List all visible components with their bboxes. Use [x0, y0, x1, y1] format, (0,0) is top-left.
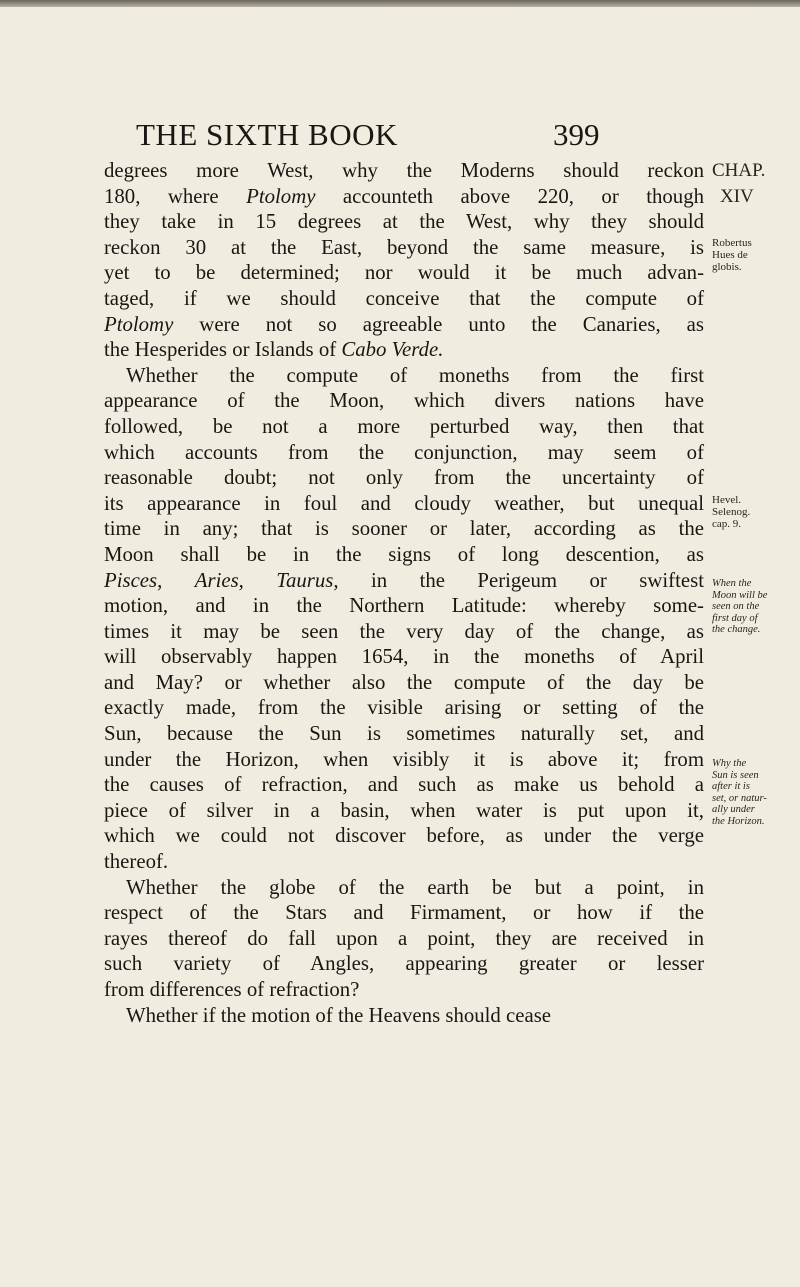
text-line: taged, if we should conceive that the compute of [104, 286, 704, 310]
text-line: they take in 15 degrees at the West, why they should [104, 210, 704, 234]
text-line: its appearance in foul and cloudy weather, but unequal [104, 491, 704, 515]
margin-chapter [712, 158, 800, 209]
margin-note-sun [712, 758, 800, 827]
text-line: Whether if the motion of the Heavens should cease [126, 1003, 552, 1027]
italic-term: Aries [194, 568, 239, 592]
margin-note-hevel [712, 494, 800, 530]
italic-term: Ptolomy [104, 312, 174, 336]
margin-note-line: Why the [712, 758, 747, 769]
page-top-edge [0, 0, 800, 7]
text-line: reasonable doubt; not only from the uncertainty of [104, 466, 704, 490]
margin-note-line: Hevel. [712, 494, 742, 506]
margin-chap-number: XIV [720, 185, 754, 207]
running-title: THE SIXTH BOOK [136, 117, 398, 152]
text-line: motion, and in the Northern Latitude: whereby some- [104, 594, 704, 618]
margin-note-line: When the [712, 578, 752, 589]
text-line: respect of the Stars and Firmament, or how if the [104, 901, 704, 925]
text-line: degrees more West, why the Moderns should reckon [104, 159, 704, 182]
page-header [0, 117, 800, 157]
page-number: 399 [553, 117, 600, 152]
text-line: which accounts from the conjunction, may seem of [104, 440, 704, 464]
margin-note-line: after it is [712, 781, 750, 792]
margin-note-line: seen on the [712, 601, 760, 612]
text-line: Sun, because the Sun is sometimes naturally set, and [104, 722, 704, 746]
text-line: and May? or whether also the compute of the day be [104, 670, 704, 694]
text-line: under the Horizon, when visibly it is above it; from [104, 747, 704, 771]
italic-term: Taurus [276, 568, 334, 592]
margin-note-line: Hues de [712, 249, 748, 261]
margin-note-line: Selenog. [712, 506, 751, 518]
margin-note-line: Sun is seen [712, 769, 759, 781]
text-line: such variety of Angles, appearing greater or lesser [104, 952, 704, 976]
text-line: rayes thereof do fall upon a point, they are received in [104, 926, 704, 950]
text-line: will observably happen 1654, in the moneths of April [104, 645, 704, 669]
margin-note-line: the Horizon. [712, 815, 765, 827]
text-line: reckon 30 at the East, beyond the same measure, is [104, 235, 704, 259]
italic-term: Pisces [104, 568, 158, 592]
text-line: followed, be not a more perturbed way, then that [104, 414, 704, 438]
text-line: yet to be determined; nor would it be much advan- [104, 261, 704, 285]
margin-note-line: Moon will be [712, 589, 768, 601]
text-line: Whether the globe of the earth be but a point, in [126, 875, 704, 899]
margin-chap-label: CHAP. [712, 160, 766, 181]
margin-note-line: globis. [712, 261, 742, 273]
body-text [104, 158, 704, 1028]
text-line: times it may be seen the very day of the change, as [104, 619, 704, 643]
text-line: which we could not discover before, as under the verge [104, 824, 704, 848]
text-line: Whether the compute of moneths from the first [126, 363, 704, 387]
margin-note-line: set, or natur- [712, 792, 767, 804]
margin-note-line: Robertus [712, 237, 752, 249]
text-line: 180, where Ptolomy accounteth above 220, or though [104, 184, 704, 208]
italic-term: Cabo Verde. [341, 338, 444, 362]
text-line: appearance of the Moon, which divers nations have [104, 389, 704, 413]
text-line: Pisces, Aries, Taurus, in the Perigeum or swiftest [104, 568, 704, 592]
margin-note-line: the change. [712, 624, 761, 635]
text-line: piece of silver in a basin, when water is put upon it, [104, 798, 704, 822]
text-line: Moon shall be in the signs of long descention, as [104, 542, 704, 566]
italic-term: Ptolomy [246, 184, 316, 208]
text-line: the Hesperides or Islands of Cabo Verde. [104, 338, 444, 362]
margin-note-robertus [712, 237, 800, 273]
text-line: thereof. [104, 850, 169, 874]
text-line: exactly made, from the visible arising or setting of the [104, 696, 704, 720]
margin-note-line: ally under [712, 804, 755, 815]
margin-note-line: cap. 9. [712, 518, 742, 530]
margin-note-moon [712, 578, 800, 636]
text-line: from differences of refraction? [104, 978, 360, 1001]
text-line: time in any; that is sooner or later, according as the [104, 517, 704, 541]
text-line: the causes of refraction, and such as make us behold a [104, 773, 704, 797]
text-line: Ptolomy were not so agreeable unto the Canaries, as [104, 312, 704, 336]
margin-note-line: first day of [712, 612, 758, 624]
